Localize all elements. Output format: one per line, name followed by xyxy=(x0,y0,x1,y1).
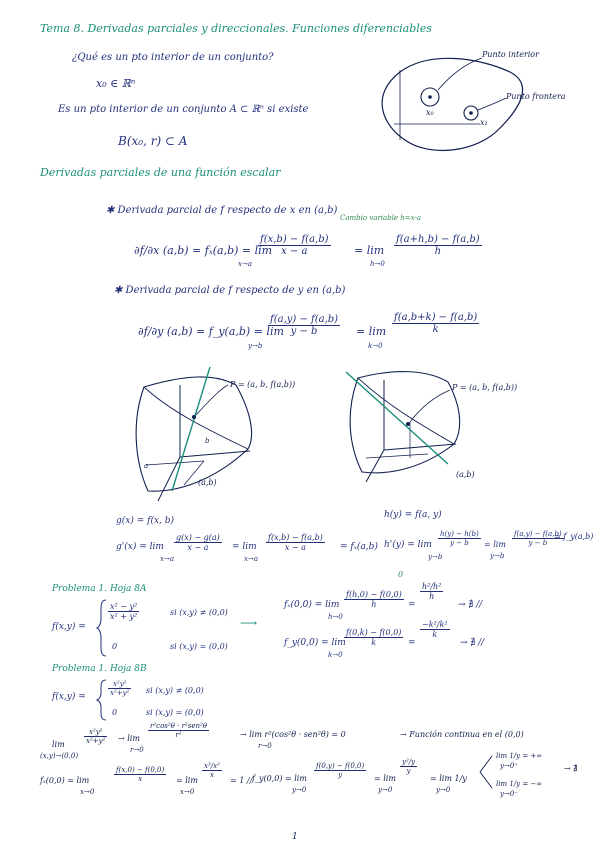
problem-8b-brace xyxy=(96,678,108,722)
h-prime-den: y − b xyxy=(449,539,469,547)
fig-label-x1: x₁ xyxy=(480,118,488,127)
problem-8b-fx-result: = 1 // xyxy=(230,776,253,785)
fig-label-interior: Punto interior xyxy=(482,50,539,59)
problem-8b-polar-num: r²cos²θ · r²sen²θ xyxy=(150,722,207,730)
h-num2: f(a,y) − f(a,b) xyxy=(514,530,562,538)
g-prime-den: x − a xyxy=(187,543,209,552)
partial-x-den2: h xyxy=(434,246,442,257)
problem-8a-fy-num: f(0,k) − f(0,0) xyxy=(346,628,402,637)
problem-8b-case2-val: 0 xyxy=(112,708,118,717)
problem-8a-fy-mid-den: k xyxy=(432,630,438,639)
problem-8a-fx-mid-num: h²/h² xyxy=(422,582,442,591)
partial-y-eq2: = lim xyxy=(356,325,387,338)
problem-8b-continuity: → Función continua en el (0,0) xyxy=(400,730,524,739)
problem-8a-fx-sub: h→0 xyxy=(328,613,343,621)
problem-8a-fy-lhs: f_y(0,0) = lim xyxy=(284,638,346,648)
partial-y-num: f(a,y) − f(a,b) xyxy=(270,314,339,325)
problem-8a-fy-fraction xyxy=(344,628,403,647)
partial-y-den: y − b xyxy=(290,326,318,337)
problem-8b-polar-fraction xyxy=(148,722,209,739)
right-surface-curve xyxy=(358,378,454,444)
g-result: = fₓ(a,b) xyxy=(340,542,378,552)
problem-8b-branch-lines xyxy=(478,752,494,792)
interior-label-arrow xyxy=(438,58,482,90)
problem-8a-fy-result: → ∄ // xyxy=(460,638,485,648)
problem-8a-f-lhs: f(x,y) = xyxy=(52,622,86,632)
problem-8b-fy-mid-den: y xyxy=(406,767,411,775)
problem-8a-fy-eq: = xyxy=(408,638,416,648)
left-a-label: a xyxy=(144,462,149,470)
partial-x-lim-sub: x→a xyxy=(238,260,252,268)
interior-point-dot xyxy=(428,95,432,99)
problem-8b-fy-mid-sub: y→0 xyxy=(378,786,393,794)
problem-8a-case2-cond: si (x,y) = (0,0) xyxy=(170,642,228,651)
problem-8b-fx-mid-num: x³/x² xyxy=(204,762,220,770)
right-point-p xyxy=(406,422,410,426)
variable-change-note: Cambio variable h=x-a xyxy=(340,214,422,222)
g-den2: x − a xyxy=(284,543,306,552)
left-tangent-line xyxy=(172,367,210,491)
g-prime-num: g(x) − g(a) xyxy=(176,533,220,542)
problem-8b-fy-mid2-sub: y→0 xyxy=(436,786,451,794)
partial-y-bullet: ✱ Derivada parcial de f respecto de y en (a,b) xyxy=(114,285,346,296)
left-point-label: P = (a, b, f(a,b)) xyxy=(230,380,296,389)
problem-8a-fx-result: → ∄ // xyxy=(458,600,483,610)
problem-8a-fy-sub: k→0 xyxy=(328,651,343,659)
problem-8a-case1-fraction xyxy=(108,602,139,621)
left-plane-line xyxy=(146,461,204,465)
page-number: 1 xyxy=(292,832,298,842)
problem-8b-case1-den: x²+y² xyxy=(110,689,130,697)
partial-x-fraction xyxy=(258,234,331,257)
h-definition: h(y) = f(a, y) xyxy=(384,510,442,520)
problem-8b-fx-den: x xyxy=(138,775,143,783)
problem-8b-fx-lhs: fₓ(0,0) = lim xyxy=(40,776,90,785)
interior-question: ¿Qué es un pto interior de un conjunto? xyxy=(72,52,274,63)
problem-8b-fy-mid: = lim xyxy=(374,774,396,783)
problem-8a-fx-fraction xyxy=(344,590,404,609)
problem-8b-fy-sub: y→0 xyxy=(292,786,307,794)
right-axis-x xyxy=(366,450,384,482)
partial-y-lhs: ∂f/∂y (a,b) = f_y(a,b) = lim xyxy=(138,325,284,338)
interior-ball: B(x₀, r) ⊂ A xyxy=(118,134,188,148)
partial-x-lim2-sub: h→0 xyxy=(370,260,385,268)
problem-8b-lim-den: x²+y² xyxy=(86,737,106,745)
partial-x-lhs: ∂f/∂x (a,b) = fₓ(a,b) = lim xyxy=(134,244,273,257)
left-b-label: b xyxy=(205,437,210,445)
problem-8b-fy-mid-num: y²/y xyxy=(402,758,416,766)
left-p-arrow xyxy=(196,385,228,415)
problem-8b-fx-mid-sub: x→0 xyxy=(180,788,195,796)
problem-8a-fx-eq: = xyxy=(408,600,416,610)
problem-8a-case1-cond: si (x,y) ≠ (0,0) xyxy=(170,608,228,617)
problem-8b-fy-lhs: f_y(0,0) = lim xyxy=(252,774,307,783)
problem-8b-fy-den: y xyxy=(338,771,343,779)
set-boundary xyxy=(382,58,522,150)
boundary-label-arrow xyxy=(478,98,506,110)
problem-8b-case2-cond: si (x,y) = (0,0) xyxy=(146,708,204,717)
left-surface-curve xyxy=(144,387,248,449)
right-plane-line xyxy=(366,454,428,458)
problem-8b-fy-mid-fraction xyxy=(400,758,417,775)
problem-8b-branch-bot-sub: y→0⁻ xyxy=(500,790,518,798)
partial-x-eq2: = lim xyxy=(354,244,385,257)
problem-8b-lim3: → lim r²(cos²θ · sen²θ) = 0 xyxy=(240,730,346,739)
left-point-p xyxy=(192,415,196,419)
problem-8b-branch-top: lim 1/y = +∞ xyxy=(496,752,543,760)
problem-8b-fx-mid: = lim xyxy=(176,776,198,785)
problem-8b-branch-result: → ∄ xyxy=(564,764,578,773)
g-prime-fraction xyxy=(174,533,222,552)
problem-8b-case1-fraction xyxy=(108,680,131,697)
problem-8a-fx-mid-den: h xyxy=(429,592,435,601)
g-prime-lhs: g'(x) = lim xyxy=(116,542,164,552)
partial-y-lim2-sub: k→0 xyxy=(368,342,383,350)
g-definition: g(x) = f(x, b) xyxy=(116,516,175,526)
left-surface-outline xyxy=(136,377,251,491)
interior-definition: Es un pto interior de un conjunto A ⊂ ℝⁿ si existe xyxy=(58,104,309,115)
g-fraction2 xyxy=(266,533,325,552)
problem-8a-fx-den: h xyxy=(371,600,377,609)
problem-8b-fx-mid-den: x xyxy=(209,771,214,779)
problem-8b-f-lhs: f(x,y) = xyxy=(52,692,86,702)
right-p-arrow xyxy=(410,390,450,422)
fig-label-boundary: Punto frontera xyxy=(506,92,566,101)
partial-x-num: f(x,b) − f(a,b) xyxy=(260,234,329,245)
problem-8b-fx-sub: x→0 xyxy=(80,788,95,796)
problem-8b-heading: Problema 1. Hoja 8B xyxy=(52,664,147,674)
page-title: Tema 8. Derivadas parciales y direccionales. Funciones diferenciables xyxy=(40,22,432,35)
problem-8a-fy-mid-fraction xyxy=(420,620,450,639)
partial-x-fraction2 xyxy=(394,234,482,257)
problem-8b-fy-fraction xyxy=(314,762,366,779)
h-den2: y − b xyxy=(528,539,548,547)
partial-x-num2: f(a+h,b) − f(a,b) xyxy=(396,234,480,245)
problem-8b-lim-sub: (x,y)→(0,0) xyxy=(40,752,79,760)
partial-y-fraction xyxy=(268,314,340,337)
problem-8a-heading: Problema 1. Hoja 8A xyxy=(52,584,147,594)
right-axis-y xyxy=(384,444,456,450)
problem-8b-case1-num: x²y² xyxy=(108,680,131,689)
problem-8a-fx-lhs: fₓ(0,0) = lim xyxy=(284,600,340,610)
partial-y-fraction2 xyxy=(392,312,479,335)
problem-8a-fy-mid-num: −k²/k² xyxy=(422,620,448,629)
h-prime-fraction xyxy=(438,530,481,547)
problem-8a-brace xyxy=(96,598,108,658)
problem-8a-fx-mid-fraction xyxy=(420,582,443,601)
partial-y-lim-sub: y→b xyxy=(248,342,263,350)
problem-8a-case1-num: x² − y² xyxy=(110,602,138,611)
problem-8b-fx-mid-fraction xyxy=(202,762,222,779)
partial-x-den: x − a xyxy=(281,246,308,257)
g-num2: f(x,b) − f(a,b) xyxy=(268,533,323,542)
problem-8b-fy-mid2: = lim 1/y xyxy=(430,774,467,783)
partial-y-num2: f(a,b+k) − f(a,b) xyxy=(394,312,478,323)
problem-8a-fx-num: f(h,0) − f(0,0) xyxy=(346,590,402,599)
problem-8b-lim3-sub: r→0 xyxy=(258,742,272,750)
h-prime-sub: y→b xyxy=(428,553,443,561)
h-prime-lhs: h'(y) = lim xyxy=(384,540,432,550)
g-eq: = lim xyxy=(232,542,257,552)
set-diagram xyxy=(360,40,580,170)
problem-8a-case1-den: x² + y² xyxy=(110,612,138,621)
problem-8b-lim-num: x²y² xyxy=(84,728,107,737)
partials-heading: Derivadas parciales de una función escalar xyxy=(40,166,281,179)
partial-y-den2: k xyxy=(432,324,439,335)
problem-8b-fx-fraction xyxy=(114,766,166,783)
problem-8b-branch-bot: lim 1/y = −∞ xyxy=(496,780,543,788)
problem-8b-polar-den: r² xyxy=(175,731,182,739)
interior-point: x₀ ∈ ℝⁿ xyxy=(96,77,136,90)
h-prime-num: h(y) − h(b) xyxy=(440,530,479,538)
g-prime-sub: x→a xyxy=(160,555,174,563)
problem-8b-case1-cond: si (x,y) ≠ (0,0) xyxy=(146,686,204,695)
problem-8b-branch-top-sub: y→0⁺ xyxy=(500,762,518,770)
g-eq-sub: x→a xyxy=(244,555,258,563)
right-ab-label: (a,b) xyxy=(456,470,475,479)
problem-8b-lim2-sub: r→0 xyxy=(130,746,144,754)
problem-8b-fy-num: f(0,y) − f(0,0) xyxy=(316,762,365,770)
h-eq: = lim xyxy=(484,540,506,549)
problem-8b-fx-num: f(x,0) − f(0,0) xyxy=(116,766,165,774)
problem-8b-lim2: → lim xyxy=(118,734,140,743)
fig-label-x0: x₀ xyxy=(426,108,434,117)
left-ab-label: (a,b) xyxy=(198,478,217,487)
problem-8a-case2-val: 0 xyxy=(112,642,118,651)
problem-8b-lim-fraction xyxy=(84,728,107,745)
boundary-point-dot xyxy=(469,111,473,115)
right-tangent-line xyxy=(346,372,448,464)
partial-x-bullet: ✱ Derivada parcial de f respecto de x en (a,b) xyxy=(106,205,338,216)
right-point-label: P = (a, b, f(a,b)) xyxy=(452,383,518,392)
problem-8a-fx-zero: 0 xyxy=(398,570,404,579)
problem-8b-lim-word: lim xyxy=(52,740,65,749)
problem-8a-fy-den: k xyxy=(371,638,377,647)
problem-8a-arrow: ⟶ xyxy=(240,616,258,630)
h-eq-sub: y→b xyxy=(490,552,505,560)
h-result: = f_y(a,b) xyxy=(554,532,594,541)
